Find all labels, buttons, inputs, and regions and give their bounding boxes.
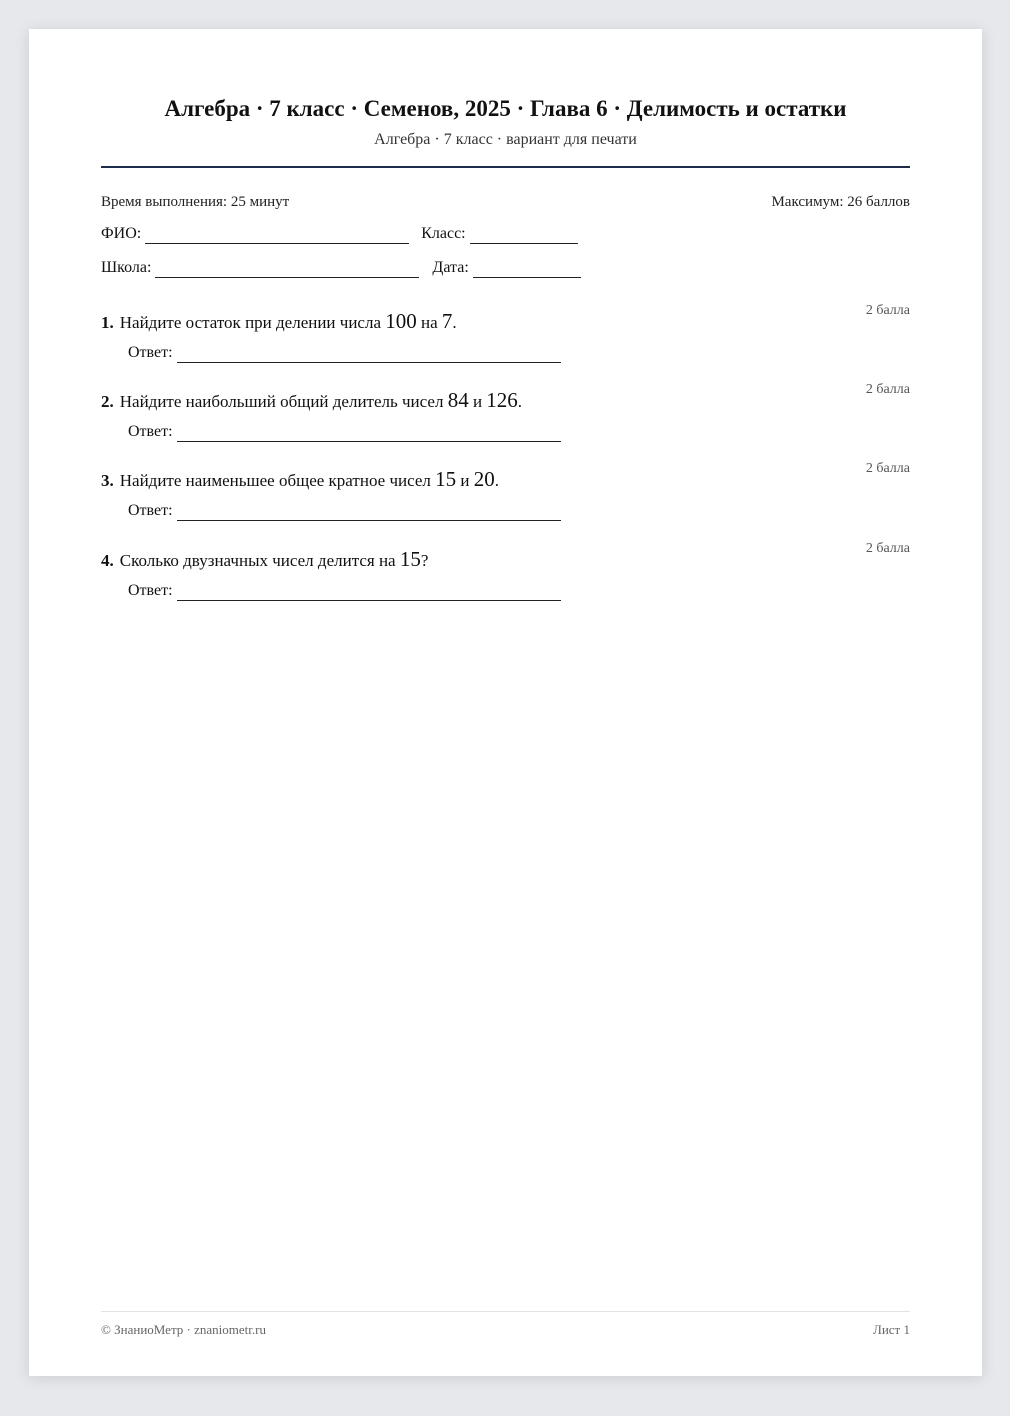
task-number: 3.	[101, 471, 114, 490]
math-number: 7	[441, 309, 453, 333]
question-text: ?	[420, 551, 429, 570]
question-text: на	[416, 313, 442, 332]
school-field[interactable]	[155, 262, 419, 278]
footer-divider	[101, 1311, 910, 1312]
answer-row	[128, 343, 561, 363]
answer-field[interactable]	[177, 426, 561, 442]
date-field[interactable]	[473, 262, 581, 278]
math-number: 84	[447, 388, 469, 412]
answer-label: Ответ:	[128, 582, 173, 599]
task-number: 2.	[101, 392, 114, 411]
date-label: Дата:	[432, 259, 469, 276]
answer-field[interactable]	[177, 347, 561, 363]
question-text: Найдите наибольший общий делитель чисел	[119, 392, 448, 411]
math-number: 15	[399, 547, 421, 571]
task-question	[101, 467, 910, 493]
answer-label: Ответ:	[128, 502, 173, 519]
task-question	[101, 547, 910, 573]
answer-label: Ответ:	[128, 423, 173, 440]
math-number: 20	[473, 467, 495, 491]
task-points: 2 балла	[865, 382, 910, 397]
task-points: 2 балла	[865, 461, 910, 476]
answer-row	[128, 581, 561, 601]
answer-field[interactable]	[177, 505, 561, 521]
max-score: Максимум: 26 баллов	[771, 194, 910, 210]
school-label: Школа:	[101, 259, 152, 276]
worksheet-page	[29, 29, 982, 1376]
task-points: 2 балла	[865, 303, 910, 318]
question-text: .	[452, 313, 457, 332]
task-question	[101, 388, 910, 414]
task-1	[101, 303, 910, 361]
name-class-row	[101, 224, 578, 244]
class-label: Класс:	[421, 225, 466, 242]
task-points: 2 балла	[865, 541, 910, 556]
answer-field[interactable]	[177, 585, 561, 601]
question-text: .	[494, 471, 499, 490]
question-text: Найдите наименьшее общее кратное чисел	[119, 471, 436, 490]
question-text: .	[517, 392, 523, 411]
task-2	[101, 382, 910, 440]
math-number: 15	[435, 467, 457, 491]
task-question	[101, 309, 910, 335]
question-text: Найдите остаток при делении числа	[119, 313, 386, 332]
question-text: Сколько двузначных чисел делится на	[119, 551, 400, 570]
task-3	[101, 461, 910, 519]
page-number: Лист 1	[873, 1322, 910, 1337]
question-text: и	[456, 471, 474, 490]
math-number: 100	[385, 309, 417, 333]
answer-row	[128, 422, 561, 442]
page-title: Алгебра · 7 класс · Семенов, 2025 · Глава 6 · Делимость и остатки	[164, 96, 847, 121]
task-number: 4.	[101, 551, 114, 570]
answer-row	[128, 501, 561, 521]
task-4	[101, 541, 910, 599]
name-label: ФИО:	[101, 225, 142, 242]
school-date-row	[101, 258, 581, 278]
class-field[interactable]	[470, 228, 578, 244]
math-number: 126	[486, 388, 518, 412]
question-text: и	[468, 392, 487, 411]
header-divider	[101, 166, 910, 168]
page-subtitle: Алгебра · 7 класс · вариант для печати	[374, 131, 637, 148]
task-number: 1.	[101, 313, 114, 332]
time-limit: Время выполнения: 25 минут	[101, 194, 290, 210]
name-field[interactable]	[145, 228, 409, 244]
answer-label: Ответ:	[128, 344, 173, 361]
footer-copyright: © ЗнаниоМетр · znaniometr.ru	[101, 1322, 266, 1337]
